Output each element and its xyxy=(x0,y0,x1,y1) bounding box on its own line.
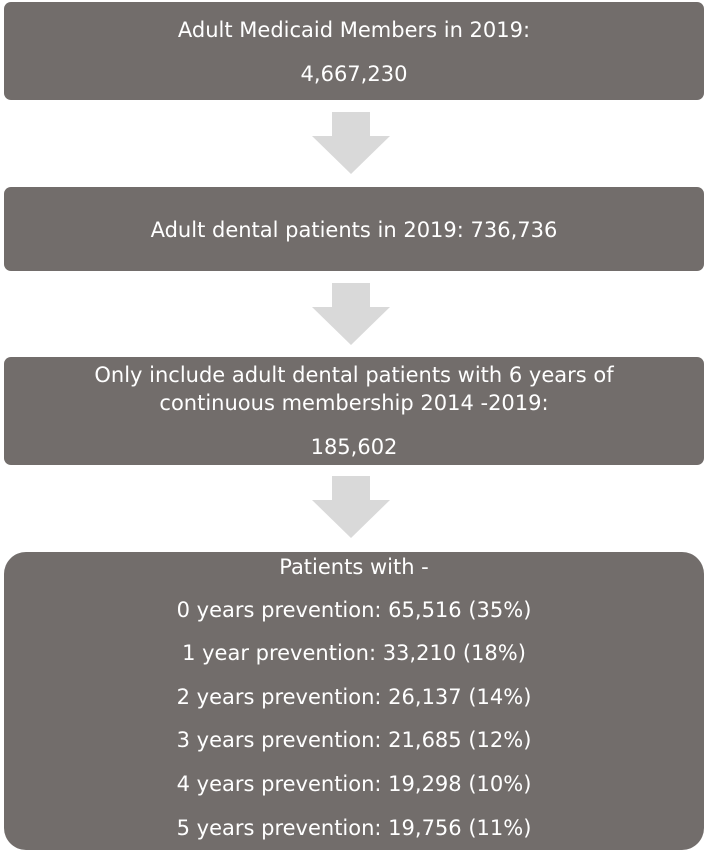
box-text-line: 4,667,230 xyxy=(300,62,408,86)
down-arrow-icon xyxy=(312,112,390,174)
box-text-line: Adult dental patients in 2019: 736,736 xyxy=(150,218,558,242)
prevention-line-1-year: 1 year prevention: 33,210 (18%) xyxy=(182,641,526,665)
flow-box-continuous-membership xyxy=(4,357,704,465)
prevention-line-3-years: 3 years prevention: 21,685 (12%) xyxy=(176,728,532,752)
flow-box-medicaid-members xyxy=(4,2,704,100)
box-text-line: Only include adult dental patients with 6 years of xyxy=(94,363,614,387)
flow-box-prevention-breakdown xyxy=(4,552,704,850)
box-text-line: Adult Medicaid Members in 2019: xyxy=(177,18,531,42)
box-heading: Patients with - xyxy=(279,555,429,579)
box-text-line: 185,602 xyxy=(310,435,398,459)
down-arrow-icon xyxy=(312,476,390,538)
prevention-line-4-years: 4 years prevention: 19,298 (10%) xyxy=(176,772,532,796)
box-text-line: continuous membership 2014 -2019: xyxy=(159,391,549,415)
prevention-line-2-years: 2 years prevention: 26,137 (14%) xyxy=(176,685,532,709)
down-arrow-icon xyxy=(312,283,390,345)
flow-box-dental-patients xyxy=(4,187,704,271)
prevention-line-0-years: 0 years prevention: 65,516 (35%) xyxy=(176,598,532,622)
prevention-line-5-years: 5 years prevention: 19,756 (11%) xyxy=(176,816,532,840)
